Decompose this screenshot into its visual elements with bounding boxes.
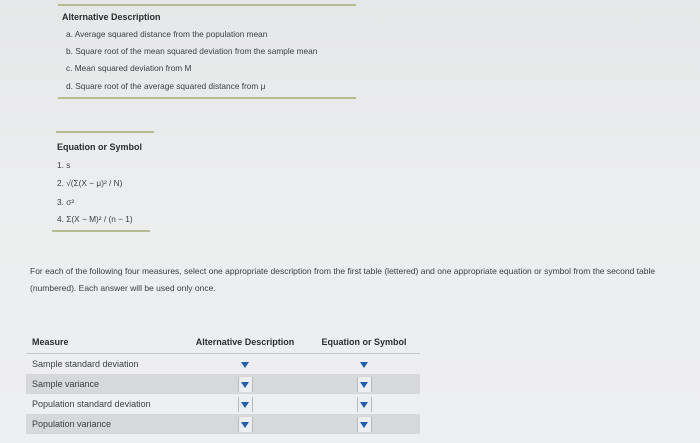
alt-description-cell	[182, 354, 308, 375]
alt-description-cell	[182, 374, 308, 394]
equation-item-2: 2. √(Σ(X − μ)² / N)	[57, 178, 123, 188]
instructions-text: For each of the following four measures, select one appropriate description from the first table (lettered) and one appropriate equation or symbol from the second table (numbered). Each answer will be used only once.	[30, 266, 656, 293]
equation-symbol-dropdown[interactable]	[357, 417, 372, 432]
alt-description-title: Alternative Description	[62, 12, 161, 22]
measure-label: Sample variance	[26, 374, 182, 394]
alt-description-bottom-rule	[58, 97, 356, 99]
measure-label: Population variance	[26, 414, 182, 434]
equation-symbol-title: Equation or Symbol	[57, 142, 143, 152]
alt-description-dropdown[interactable]	[238, 377, 253, 392]
measures-table	[26, 331, 420, 434]
measures-header-row	[26, 331, 420, 354]
table-row	[26, 354, 420, 375]
table-row	[26, 414, 420, 434]
equation-top-rule	[56, 131, 154, 133]
alt-description-cell	[182, 414, 308, 434]
top-rule	[58, 4, 356, 6]
alt-description-dropdown[interactable]	[238, 417, 253, 432]
table-row	[26, 374, 420, 394]
header-equation-symbol: Equation or Symbol	[308, 331, 420, 354]
equation-symbol-dropdown[interactable]	[357, 377, 372, 392]
equation-symbol-cell	[308, 354, 420, 375]
header-measure: Measure	[26, 331, 182, 354]
alt-description-item-d: d. Square root of the average squared distance from μ	[66, 81, 266, 91]
alt-description-dropdown[interactable]	[238, 397, 253, 412]
equation-item-4: 4. Σ(X − M)² / (n − 1)	[57, 214, 133, 224]
measure-label: Population standard deviation	[32, 399, 151, 409]
equation-symbol-cell	[308, 394, 420, 414]
alt-description-item-a: a. Average squared distance from the population mean	[66, 29, 268, 39]
equation-bottom-rule	[52, 230, 150, 232]
equation-item-1: 1. s	[57, 160, 71, 170]
alt-description-dropdown[interactable]	[239, 357, 252, 372]
header-alternative-description: Alternative Description	[182, 331, 308, 354]
equation-symbol-dropdown[interactable]	[357, 397, 372, 412]
equation-symbol-cell	[308, 374, 420, 394]
equation-symbol-cell	[308, 414, 420, 434]
alt-description-cell	[182, 394, 308, 414]
measure-label: Sample standard deviation	[32, 359, 139, 369]
alt-description-item-c: c. Mean squared deviation from M	[66, 63, 192, 73]
equation-item-3: 3. σ²	[57, 197, 75, 207]
table-row	[26, 394, 420, 414]
equation-symbol-dropdown[interactable]	[358, 357, 371, 372]
alt-description-item-b: b. Square root of the mean squared deviation from the sample mean	[66, 46, 318, 56]
